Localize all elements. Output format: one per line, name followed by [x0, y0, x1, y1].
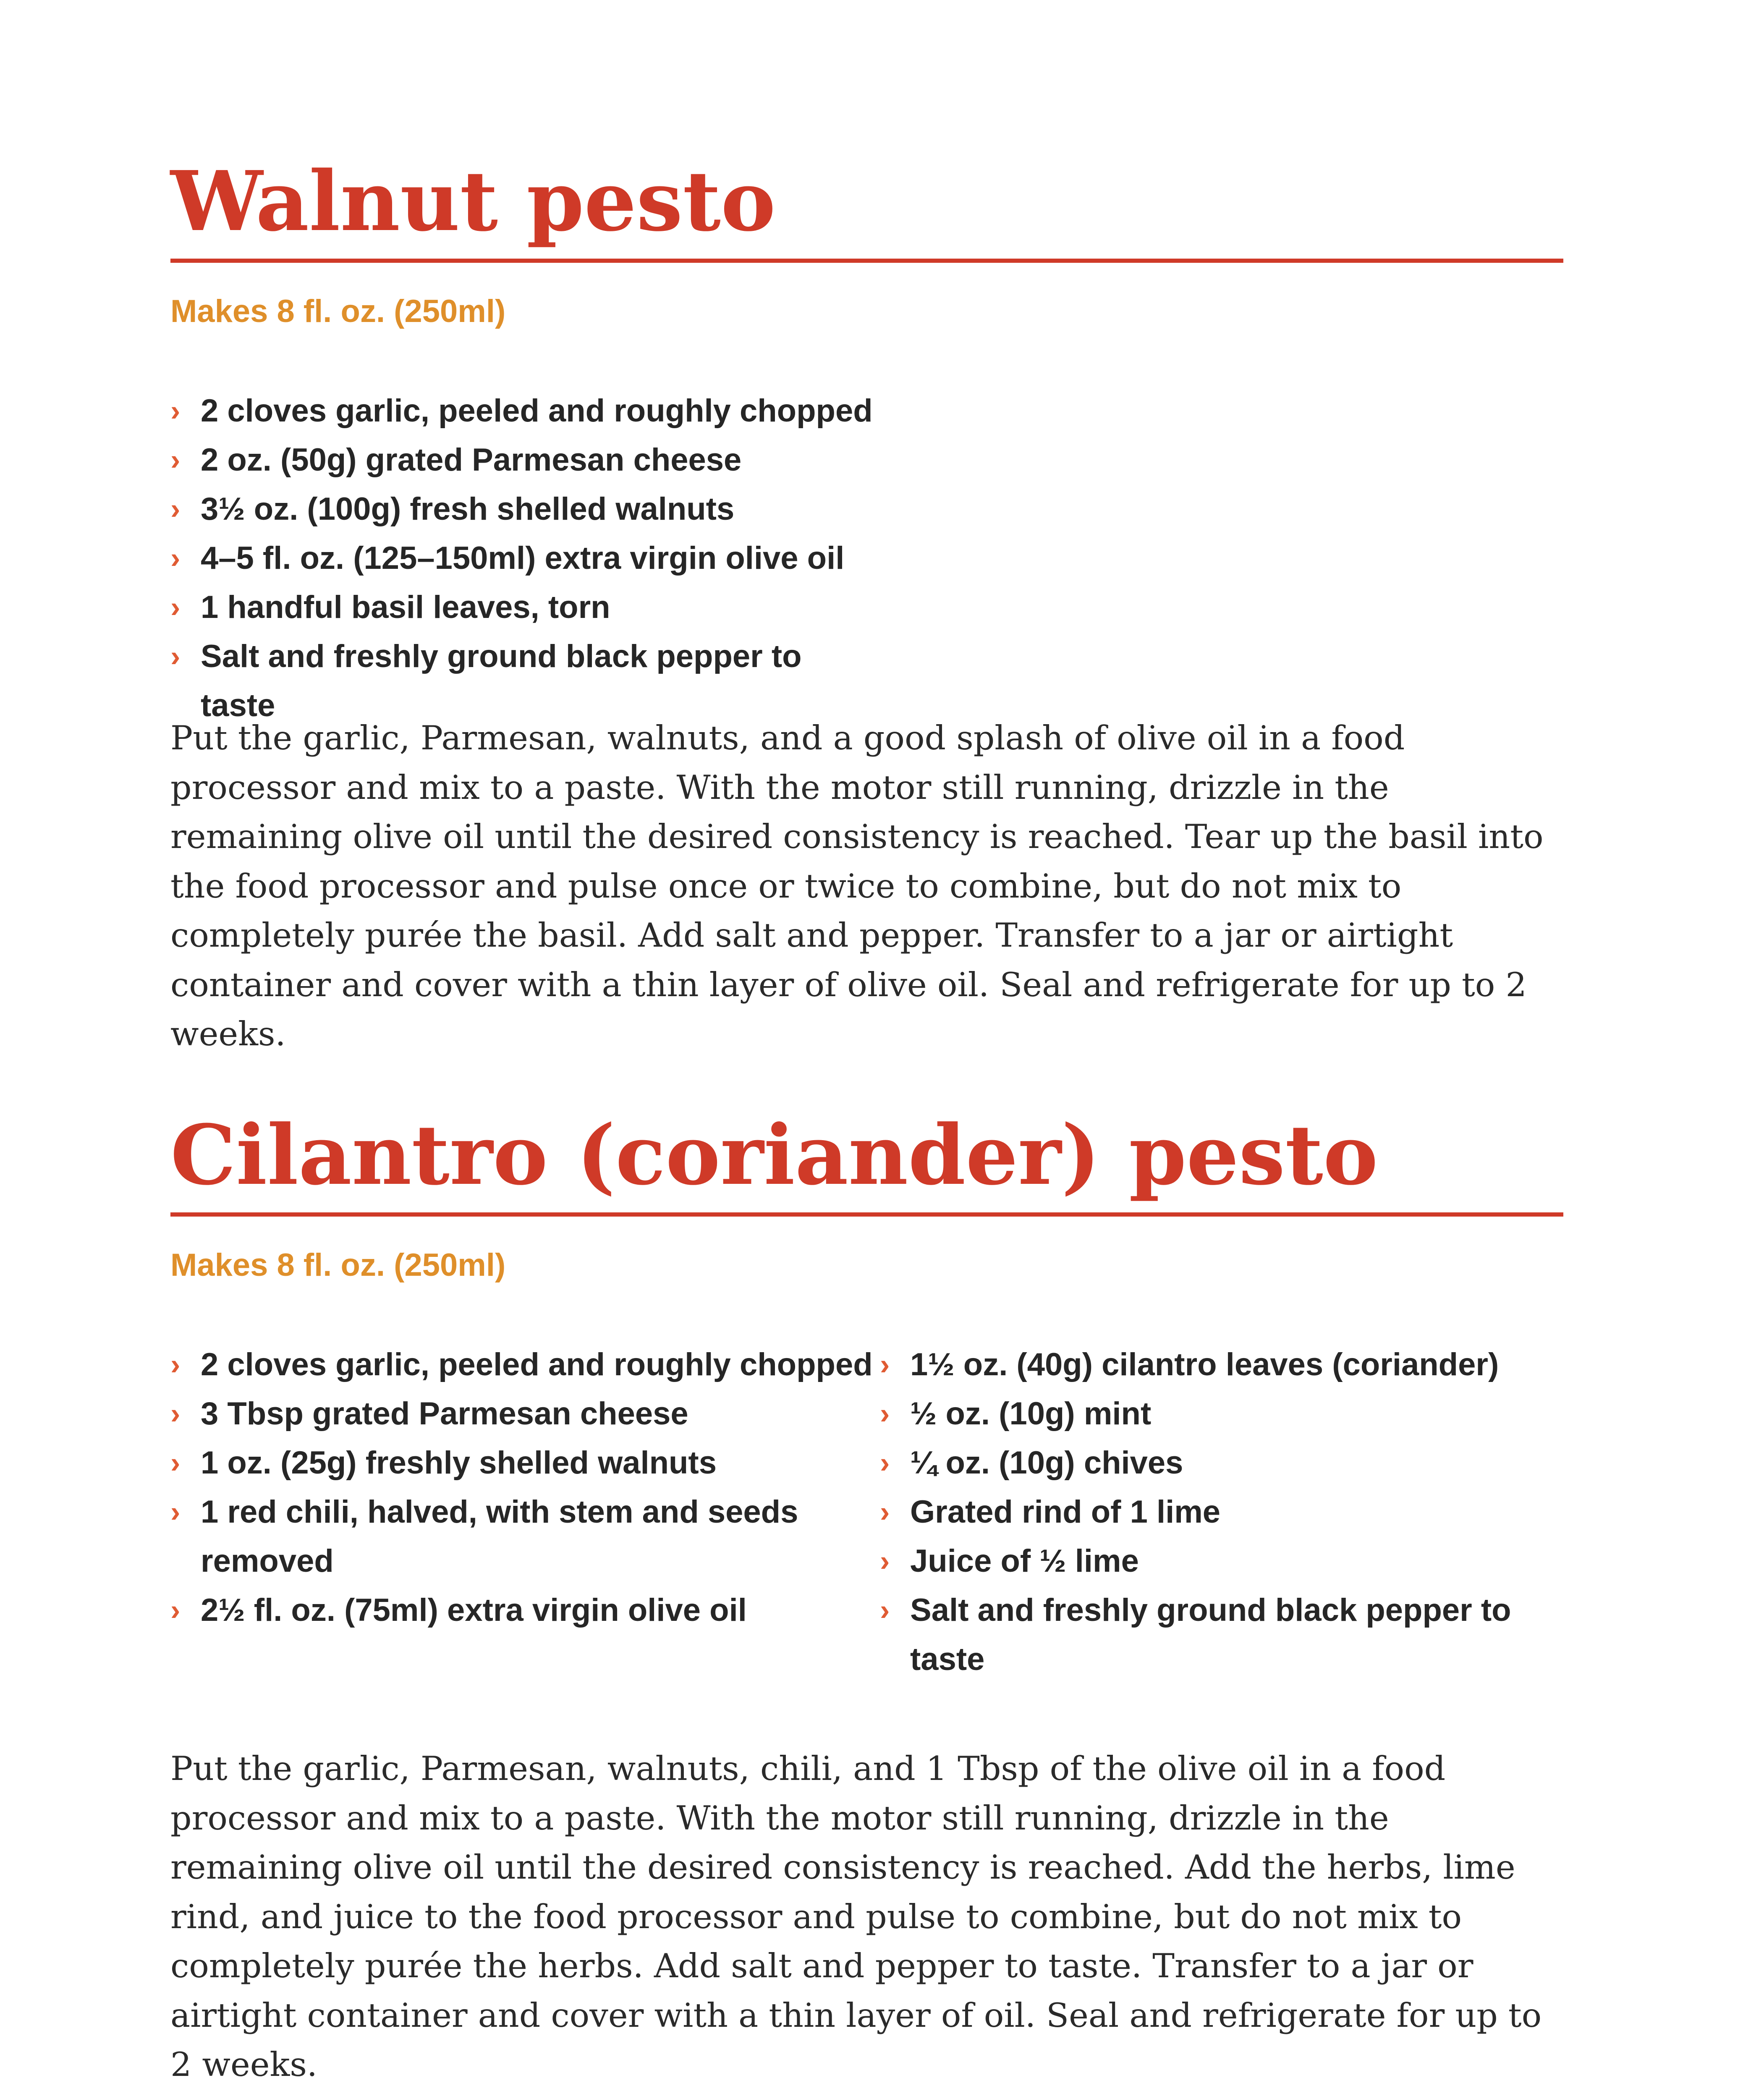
recipe-title: Walnut pesto — [170, 153, 776, 250]
ingredient-item — [880, 1389, 1564, 1438]
ingredient-text: 1 oz. (25g) freshly shelled walnuts — [201, 1445, 717, 1481]
ingredient-item — [880, 1536, 1564, 1586]
recipe-title: Cilantro (coriander) pesto — [170, 1107, 1378, 1204]
ingredient-text: 2½ fl. oz. (75ml) extra virgin olive oil — [201, 1592, 747, 1628]
recipe-method: Put the garlic, Parmesan, walnuts, and a good splash of olive oil in a food processor and mix to a paste. With the motor still running, drizzle in the remaining olive oil until the desired consistency is reached. Tear up the basil into the food processor and pulse once or twice to combine, but do not mix to completely purée the basil. Add salt and pepper. Transfer to a jar or airtight container and cover with a thin layer of olive oil. Seal and refrigerate for up to 2 weeks. — [170, 719, 1544, 1053]
ingredient-text: 4–5 fl. oz. (125–150ml) extra virgin olive oil — [201, 540, 845, 576]
ingredient-list-left — [170, 1340, 884, 1635]
ingredient-item — [880, 1438, 1564, 1487]
ingredient-text: 2 cloves garlic, peeled and roughly chopped — [201, 393, 873, 429]
chevron-right-icon: › — [880, 1495, 890, 1528]
chevron-right-icon: › — [880, 1446, 890, 1479]
ingredient-item — [880, 1340, 1564, 1389]
chevron-right-icon: › — [170, 1348, 181, 1381]
ingredient-list-right — [880, 1340, 1564, 1684]
recipe-yield: Makes 8 fl. oz. (250ml) — [170, 293, 506, 329]
ingredient-text: Juice of ½ lime — [910, 1543, 1139, 1579]
ingredient-item — [880, 1487, 1564, 1536]
ingredient-text: Salt and freshly ground black pepper to taste — [910, 1592, 1511, 1677]
ingredient-item — [170, 435, 884, 484]
ingredient-item — [880, 1586, 1564, 1684]
chevron-right-icon: › — [170, 1397, 181, 1430]
ingredient-text: 1 red chili, halved, with stem and seeds removed — [201, 1494, 798, 1579]
ingredient-item — [170, 1438, 884, 1487]
ingredient-text: 2 cloves garlic, peeled and roughly chopped — [201, 1347, 873, 1382]
chevron-right-icon: › — [880, 1594, 890, 1626]
chevron-right-icon: › — [170, 394, 181, 427]
ingredient-text: 3 Tbsp grated Parmesan cheese — [201, 1396, 688, 1432]
ingredient-item — [170, 484, 884, 534]
chevron-right-icon: › — [880, 1348, 890, 1381]
chevron-right-icon: › — [170, 640, 181, 673]
ingredient-text: ¼ oz. (10g) chives — [910, 1445, 1183, 1481]
ingredient-text: 1½ oz. (40g) cilantro leaves (coriander) — [910, 1347, 1499, 1382]
ingredient-item — [170, 534, 884, 583]
ingredient-text: ½ oz. (10g) mint — [910, 1396, 1152, 1432]
chevron-right-icon: › — [170, 443, 181, 476]
chevron-right-icon: › — [170, 542, 181, 574]
recipe-yield: Makes 8 fl. oz. (250ml) — [170, 1247, 506, 1283]
chevron-right-icon: › — [880, 1544, 890, 1577]
ingredient-item — [170, 1389, 884, 1438]
ingredient-item — [170, 1487, 884, 1586]
ingredient-item — [170, 386, 884, 435]
ingredient-list — [170, 386, 884, 730]
recipe-method: Put the garlic, Parmesan, walnuts, chili, and 1 Tbsp of the olive oil in a food processor and mix to a paste. With the motor still running, drizzle in the remaining olive oil until the desired consistency is reached. Add the herbs, lime rind, and juice to the food processor and pulse to combine, but do not mix to completely purée the herbs. Add salt and pepper to taste. Transfer to a jar or airtight container and cover with a thin layer of oil. Seal and refrigerate for up to 2 weeks. — [170, 1749, 1542, 2084]
ingredient-text: 1 handful basil leaves, torn — [201, 589, 610, 625]
chevron-right-icon: › — [170, 591, 181, 623]
ingredient-item — [170, 1586, 884, 1635]
chevron-right-icon: › — [170, 1446, 181, 1479]
ingredient-item — [170, 1340, 884, 1389]
title-divider — [170, 259, 1563, 263]
chevron-right-icon: › — [170, 1594, 181, 1626]
chevron-right-icon: › — [170, 1495, 181, 1528]
ingredient-text: Grated rind of 1 lime — [910, 1494, 1221, 1530]
chevron-right-icon: › — [170, 492, 181, 525]
chevron-right-icon: › — [880, 1397, 890, 1430]
title-divider — [170, 1212, 1563, 1217]
ingredient-text: Salt and freshly ground black pepper to taste — [201, 639, 802, 723]
ingredient-text: 2 oz. (50g) grated Parmesan cheese — [201, 442, 742, 478]
ingredient-item — [170, 583, 884, 632]
ingredient-text: 3½ oz. (100g) fresh shelled walnuts — [201, 491, 735, 527]
